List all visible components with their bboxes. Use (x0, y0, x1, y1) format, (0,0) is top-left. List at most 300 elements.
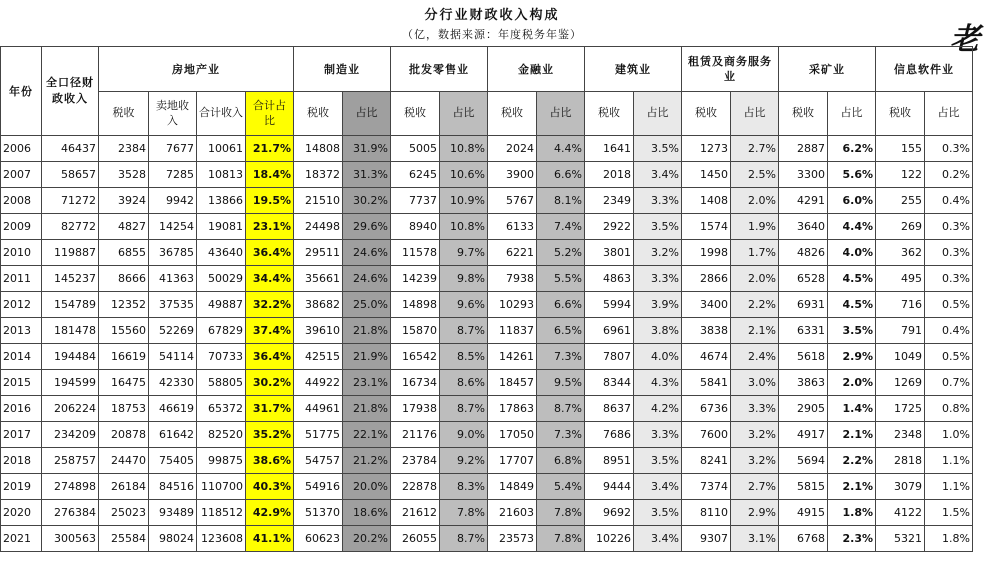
cell-fi-tax: 6133 (488, 214, 537, 240)
subheader-re-sum: 合计收入 (197, 92, 246, 136)
cell-ws-tax: 16734 (391, 370, 440, 396)
cell-sw-tax: 1269 (876, 370, 925, 396)
cell-le-tax: 2866 (682, 266, 731, 292)
cell-fi-tax: 14849 (488, 474, 537, 500)
cell-co-tax: 9692 (585, 500, 634, 526)
cell-sw-share: 0.7% (925, 370, 973, 396)
cell-co-share: 3.9% (634, 292, 682, 318)
cell-co-share: 3.4% (634, 474, 682, 500)
cell-sw-tax: 791 (876, 318, 925, 344)
cell-re-land: 41363 (149, 266, 197, 292)
cell-fi-share: 6.6% (537, 162, 585, 188)
cell-re-tax: 24470 (99, 448, 149, 474)
cell-sw-tax: 155 (876, 136, 925, 162)
cell-sw-share: 1.8% (925, 526, 973, 552)
subheader-re-tax: 税收 (99, 92, 149, 136)
cell-le-share: 2.2% (731, 292, 779, 318)
header-year: 年份 (1, 47, 42, 136)
cell-mi-share: 2.2% (828, 448, 876, 474)
cell-mf-tax: 14808 (294, 136, 343, 162)
cell-le-tax: 1450 (682, 162, 731, 188)
cell-mf-share: 25.0% (343, 292, 391, 318)
cell-mi-tax: 3300 (779, 162, 828, 188)
cell-re-tax: 25584 (99, 526, 149, 552)
cell-fi-tax: 7938 (488, 266, 537, 292)
cell-total: 300563 (42, 526, 99, 552)
cell-co-tax: 4863 (585, 266, 634, 292)
cell-le-tax: 1408 (682, 188, 731, 214)
table-row (1, 526, 973, 552)
cell-mf-share: 20.0% (343, 474, 391, 500)
cell-sw-share: 0.3% (925, 214, 973, 240)
cell-re-share: 38.6% (246, 448, 294, 474)
header-manufacturing: 制造业 (294, 47, 391, 92)
cell-re-sum: 50029 (197, 266, 246, 292)
cell-co-share: 3.2% (634, 240, 682, 266)
cell-mf-share: 21.9% (343, 344, 391, 370)
subheader-sw-tax: 税收 (876, 92, 925, 136)
cell-year: 2008 (1, 188, 42, 214)
cell-re-tax: 20878 (99, 422, 149, 448)
cell-fi-share: 4.4% (537, 136, 585, 162)
cell-sw-tax: 5321 (876, 526, 925, 552)
cell-sw-tax: 362 (876, 240, 925, 266)
cell-re-land: 42330 (149, 370, 197, 396)
cell-fi-share: 9.5% (537, 370, 585, 396)
cell-mi-share: 2.1% (828, 474, 876, 500)
cell-mi-share: 2.1% (828, 422, 876, 448)
cell-le-tax: 1574 (682, 214, 731, 240)
cell-co-share: 4.0% (634, 344, 682, 370)
cell-total: 82772 (42, 214, 99, 240)
cell-mi-share: 4.4% (828, 214, 876, 240)
cell-mf-tax: 54916 (294, 474, 343, 500)
cell-total: 194599 (42, 370, 99, 396)
cell-mf-tax: 29511 (294, 240, 343, 266)
table-row (1, 136, 973, 162)
cell-mi-tax: 5694 (779, 448, 828, 474)
cell-le-tax: 3838 (682, 318, 731, 344)
cell-mi-share: 4.5% (828, 292, 876, 318)
table-row (1, 318, 973, 344)
cell-year: 2018 (1, 448, 42, 474)
cell-ws-share: 8.6% (440, 370, 488, 396)
cell-co-tax: 2018 (585, 162, 634, 188)
cell-ws-tax: 7737 (391, 188, 440, 214)
cell-fi-tax: 2024 (488, 136, 537, 162)
table-row (1, 292, 973, 318)
cell-ws-share: 7.8% (440, 500, 488, 526)
cell-le-share: 2.4% (731, 344, 779, 370)
cell-ws-share: 8.7% (440, 526, 488, 552)
cell-mi-share: 1.8% (828, 500, 876, 526)
cell-mf-tax: 39610 (294, 318, 343, 344)
cell-le-tax: 7374 (682, 474, 731, 500)
cell-mi-tax: 4291 (779, 188, 828, 214)
cell-re-sum: 65372 (197, 396, 246, 422)
cell-re-land: 36785 (149, 240, 197, 266)
cell-fi-tax: 18457 (488, 370, 537, 396)
cell-re-tax: 16475 (99, 370, 149, 396)
cell-co-share: 3.5% (634, 136, 682, 162)
cell-ws-tax: 23784 (391, 448, 440, 474)
cell-co-tax: 7807 (585, 344, 634, 370)
cell-sw-share: 0.5% (925, 292, 973, 318)
cell-mi-share: 2.0% (828, 370, 876, 396)
cell-year: 2016 (1, 396, 42, 422)
cell-re-tax: 2384 (99, 136, 149, 162)
cell-sw-tax: 2818 (876, 448, 925, 474)
cell-mi-tax: 5815 (779, 474, 828, 500)
cell-total: 181478 (42, 318, 99, 344)
cell-mf-share: 21.8% (343, 318, 391, 344)
cell-re-land: 54114 (149, 344, 197, 370)
cell-co-share: 3.3% (634, 266, 682, 292)
cell-re-tax: 4827 (99, 214, 149, 240)
cell-mf-share: 24.6% (343, 266, 391, 292)
subheader-ws-share: 占比 (440, 92, 488, 136)
cell-re-share: 34.4% (246, 266, 294, 292)
cell-re-sum: 43640 (197, 240, 246, 266)
cell-sw-share: 0.3% (925, 240, 973, 266)
cell-re-land: 93489 (149, 500, 197, 526)
cell-sw-tax: 1725 (876, 396, 925, 422)
cell-le-share: 3.1% (731, 526, 779, 552)
cell-fi-tax: 17707 (488, 448, 537, 474)
cell-le-tax: 5841 (682, 370, 731, 396)
cell-sw-share: 1.0% (925, 422, 973, 448)
cell-re-land: 46619 (149, 396, 197, 422)
cell-re-land: 84516 (149, 474, 197, 500)
cell-mi-tax: 4917 (779, 422, 828, 448)
cell-co-tax: 2349 (585, 188, 634, 214)
cell-re-sum: 123608 (197, 526, 246, 552)
cell-mi-share: 4.5% (828, 266, 876, 292)
cell-re-share: 35.2% (246, 422, 294, 448)
table-title: 分行业财政收入构成 (424, 8, 560, 23)
cell-co-tax: 6961 (585, 318, 634, 344)
cell-co-share: 3.8% (634, 318, 682, 344)
cell-mi-tax: 4915 (779, 500, 828, 526)
cell-le-tax: 7600 (682, 422, 731, 448)
cell-re-land: 37535 (149, 292, 197, 318)
cell-re-land: 61642 (149, 422, 197, 448)
cell-re-tax: 3924 (99, 188, 149, 214)
cell-re-share: 30.2% (246, 370, 294, 396)
cell-fi-share: 7.3% (537, 344, 585, 370)
cell-co-share: 4.3% (634, 370, 682, 396)
cell-mi-share: 6.2% (828, 136, 876, 162)
cell-re-sum: 10813 (197, 162, 246, 188)
cell-year: 2009 (1, 214, 42, 240)
cell-ws-share: 10.8% (440, 214, 488, 240)
cell-re-sum: 49887 (197, 292, 246, 318)
cell-re-tax: 18753 (99, 396, 149, 422)
cell-mi-share: 3.5% (828, 318, 876, 344)
cell-fi-tax: 21603 (488, 500, 537, 526)
subheader-le-share: 占比 (731, 92, 779, 136)
cell-re-land: 75405 (149, 448, 197, 474)
cell-re-tax: 3528 (99, 162, 149, 188)
cell-re-share: 40.3% (246, 474, 294, 500)
cell-fi-share: 5.2% (537, 240, 585, 266)
cell-sw-tax: 4122 (876, 500, 925, 526)
table-row (1, 448, 973, 474)
cell-ws-share: 8.3% (440, 474, 488, 500)
cell-year: 2020 (1, 500, 42, 526)
cell-le-share: 2.0% (731, 266, 779, 292)
cell-total: 58657 (42, 162, 99, 188)
cell-mi-tax: 3640 (779, 214, 828, 240)
cell-mf-share: 21.8% (343, 396, 391, 422)
cell-year: 2012 (1, 292, 42, 318)
cell-year: 2006 (1, 136, 42, 162)
cell-fi-share: 7.3% (537, 422, 585, 448)
cell-sw-tax: 122 (876, 162, 925, 188)
cell-re-land: 98024 (149, 526, 197, 552)
cell-re-share: 18.4% (246, 162, 294, 188)
cell-re-share: 36.4% (246, 240, 294, 266)
cell-le-share: 2.9% (731, 500, 779, 526)
cell-le-share: 3.2% (731, 448, 779, 474)
cell-mf-share: 31.3% (343, 162, 391, 188)
cell-mi-tax: 6331 (779, 318, 828, 344)
cell-mi-tax: 2887 (779, 136, 828, 162)
cell-re-land: 7677 (149, 136, 197, 162)
cell-re-share: 32.2% (246, 292, 294, 318)
cell-co-tax: 8344 (585, 370, 634, 396)
subheader-co-tax: 税收 (585, 92, 634, 136)
header-realestate: 房地产业 (99, 47, 294, 92)
cell-fi-share: 6.5% (537, 318, 585, 344)
cell-co-share: 3.5% (634, 448, 682, 474)
cell-year: 2019 (1, 474, 42, 500)
cell-le-tax: 1273 (682, 136, 731, 162)
cell-ws-share: 10.8% (440, 136, 488, 162)
cell-total: 206224 (42, 396, 99, 422)
table-row (1, 500, 973, 526)
cell-le-tax: 1998 (682, 240, 731, 266)
cell-fi-share: 6.6% (537, 292, 585, 318)
cell-sw-tax: 2348 (876, 422, 925, 448)
cell-year: 2013 (1, 318, 42, 344)
cell-co-tax: 9444 (585, 474, 634, 500)
cell-total: 276384 (42, 500, 99, 526)
cell-co-tax: 7686 (585, 422, 634, 448)
cell-mf-tax: 60623 (294, 526, 343, 552)
cell-mf-tax: 51370 (294, 500, 343, 526)
cell-re-tax: 25023 (99, 500, 149, 526)
cell-ws-tax: 14898 (391, 292, 440, 318)
cell-mf-tax: 21510 (294, 188, 343, 214)
cell-sw-tax: 716 (876, 292, 925, 318)
cell-re-tax: 16619 (99, 344, 149, 370)
cell-total: 154789 (42, 292, 99, 318)
cell-sw-tax: 269 (876, 214, 925, 240)
cell-year: 2011 (1, 266, 42, 292)
cell-fi-tax: 23573 (488, 526, 537, 552)
table-row (1, 396, 973, 422)
cell-total: 194484 (42, 344, 99, 370)
cell-fi-tax: 14261 (488, 344, 537, 370)
subheader-re-land: 卖地收入 (149, 92, 197, 136)
cell-ws-share: 9.8% (440, 266, 488, 292)
header-construction: 建筑业 (585, 47, 682, 92)
cell-co-tax: 5994 (585, 292, 634, 318)
cell-fi-tax: 3900 (488, 162, 537, 188)
cell-fi-share: 6.8% (537, 448, 585, 474)
cell-year: 2015 (1, 370, 42, 396)
cell-co-share: 3.5% (634, 500, 682, 526)
cell-re-share: 36.4% (246, 344, 294, 370)
cell-total: 46437 (42, 136, 99, 162)
cell-fi-tax: 17863 (488, 396, 537, 422)
cell-sw-share: 1.1% (925, 448, 973, 474)
subheader-mi-share: 占比 (828, 92, 876, 136)
cell-year: 2007 (1, 162, 42, 188)
cell-re-share: 37.4% (246, 318, 294, 344)
cell-mf-share: 23.1% (343, 370, 391, 396)
cell-total: 274898 (42, 474, 99, 500)
cell-re-sum: 10061 (197, 136, 246, 162)
cell-sw-share: 0.3% (925, 266, 973, 292)
cell-mf-tax: 35661 (294, 266, 343, 292)
header-software: 信息软件业 (876, 47, 973, 92)
cell-re-tax: 15560 (99, 318, 149, 344)
subheader-fi-tax: 税收 (488, 92, 537, 136)
revenue-table (0, 46, 973, 552)
cell-co-share: 4.2% (634, 396, 682, 422)
header-wholesale: 批发零售业 (391, 47, 488, 92)
cell-mf-tax: 44922 (294, 370, 343, 396)
table-row (1, 240, 973, 266)
cell-ws-share: 9.0% (440, 422, 488, 448)
cell-le-share: 1.9% (731, 214, 779, 240)
cell-mf-tax: 18372 (294, 162, 343, 188)
cell-le-share: 1.7% (731, 240, 779, 266)
cell-mi-tax: 3863 (779, 370, 828, 396)
cell-sw-share: 0.3% (925, 136, 973, 162)
cell-fi-share: 8.1% (537, 188, 585, 214)
cell-mf-share: 30.2% (343, 188, 391, 214)
cell-year: 2021 (1, 526, 42, 552)
cell-mf-tax: 54757 (294, 448, 343, 474)
cell-ws-tax: 26055 (391, 526, 440, 552)
cell-fi-share: 7.8% (537, 500, 585, 526)
cell-le-share: 2.1% (731, 318, 779, 344)
subheader-fi-share: 占比 (537, 92, 585, 136)
cell-le-tax: 6736 (682, 396, 731, 422)
cell-ws-tax: 8940 (391, 214, 440, 240)
cell-mi-tax: 5618 (779, 344, 828, 370)
cell-le-share: 3.3% (731, 396, 779, 422)
cell-re-tax: 26184 (99, 474, 149, 500)
cell-re-share: 19.5% (246, 188, 294, 214)
cell-fi-tax: 5767 (488, 188, 537, 214)
cell-re-share: 41.1% (246, 526, 294, 552)
cell-co-tax: 8637 (585, 396, 634, 422)
subheader-co-share: 占比 (634, 92, 682, 136)
header-leasing: 租赁及商务服务业 (682, 47, 779, 92)
cell-co-tax: 8951 (585, 448, 634, 474)
cell-re-sum: 67829 (197, 318, 246, 344)
cell-re-sum: 19081 (197, 214, 246, 240)
cell-fi-tax: 17050 (488, 422, 537, 448)
cell-mi-tax: 6768 (779, 526, 828, 552)
cell-sw-share: 0.5% (925, 344, 973, 370)
cell-fi-tax: 11837 (488, 318, 537, 344)
cell-re-land: 9942 (149, 188, 197, 214)
cell-year: 2010 (1, 240, 42, 266)
cell-mi-tax: 6528 (779, 266, 828, 292)
cell-mf-tax: 38682 (294, 292, 343, 318)
cell-fi-share: 7.4% (537, 214, 585, 240)
cell-re-share: 21.7% (246, 136, 294, 162)
cell-mi-share: 5.6% (828, 162, 876, 188)
cell-year: 2014 (1, 344, 42, 370)
cell-ws-share: 9.6% (440, 292, 488, 318)
cell-ws-share: 8.7% (440, 396, 488, 422)
cell-ws-tax: 5005 (391, 136, 440, 162)
cell-fi-share: 5.5% (537, 266, 585, 292)
table-row (1, 162, 973, 188)
cell-ws-tax: 21176 (391, 422, 440, 448)
table-row (1, 188, 973, 214)
cell-le-share: 3.0% (731, 370, 779, 396)
cell-re-land: 52269 (149, 318, 197, 344)
cell-mi-tax: 6931 (779, 292, 828, 318)
subheader-mf-share: 占比 (343, 92, 391, 136)
cell-mf-tax: 44961 (294, 396, 343, 422)
cell-total: 71272 (42, 188, 99, 214)
cell-mf-tax: 42515 (294, 344, 343, 370)
cell-mi-share: 6.0% (828, 188, 876, 214)
cell-le-share: 2.7% (731, 474, 779, 500)
cell-ws-share: 8.7% (440, 318, 488, 344)
table-row (1, 344, 973, 370)
cell-le-share: 2.5% (731, 162, 779, 188)
cell-re-sum: 99875 (197, 448, 246, 474)
cell-fi-share: 7.8% (537, 526, 585, 552)
header-finance: 金融业 (488, 47, 585, 92)
cell-ws-tax: 15870 (391, 318, 440, 344)
cell-re-sum: 82520 (197, 422, 246, 448)
cell-sw-share: 0.2% (925, 162, 973, 188)
cell-re-sum: 58805 (197, 370, 246, 396)
cell-re-sum: 110700 (197, 474, 246, 500)
cell-year: 2017 (1, 422, 42, 448)
subheader-le-tax: 税收 (682, 92, 731, 136)
cell-sw-share: 0.4% (925, 318, 973, 344)
cell-ws-share: 10.9% (440, 188, 488, 214)
cell-ws-share: 9.7% (440, 240, 488, 266)
table-row (1, 422, 973, 448)
table-row (1, 214, 973, 240)
cell-sw-tax: 495 (876, 266, 925, 292)
table-subtitle: （亿，数据来源：年度税务年鉴） (402, 28, 582, 41)
cell-re-tax: 12352 (99, 292, 149, 318)
cell-re-tax: 6855 (99, 240, 149, 266)
cell-le-tax: 8241 (682, 448, 731, 474)
subheader-mf-tax: 税收 (294, 92, 343, 136)
cell-ws-tax: 14239 (391, 266, 440, 292)
cell-total: 234209 (42, 422, 99, 448)
cell-sw-share: 1.1% (925, 474, 973, 500)
cell-le-share: 3.2% (731, 422, 779, 448)
table-row (1, 474, 973, 500)
cell-mf-tax: 51775 (294, 422, 343, 448)
cell-co-tax: 1641 (585, 136, 634, 162)
